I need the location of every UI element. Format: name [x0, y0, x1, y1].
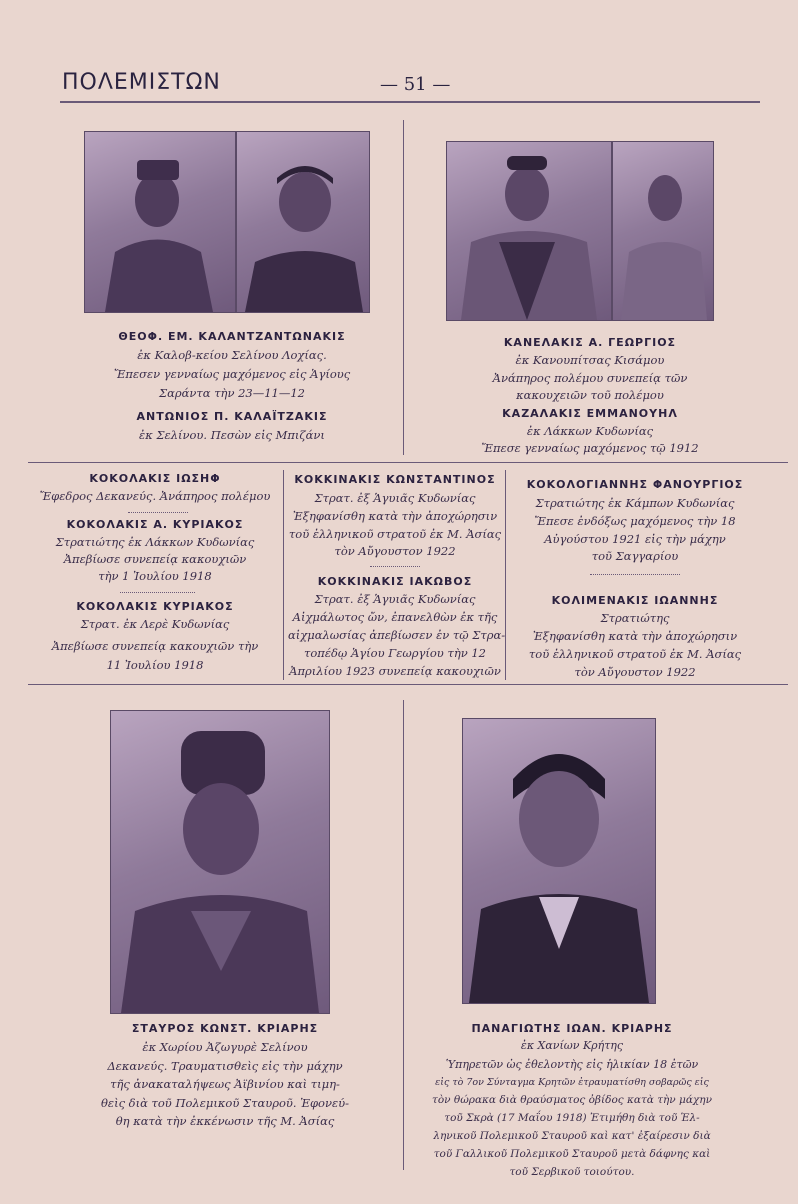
entry-line: Ἀπριλίου 1923 συνεπείᾳ κακουχιῶν	[289, 664, 501, 678]
portrait-photo-kalantzantonakis	[84, 131, 236, 313]
entry-line: Ἀπεβίωσε συνεπείᾳ κακουχιῶν τὴν	[51, 639, 259, 653]
entry-separator	[128, 512, 188, 513]
portrait-photo-kanelakis	[446, 141, 612, 321]
caption-name: ΚΑΖΑΛΑΚΙΣ ΕΜΜΑΝΟΥΗΛ	[502, 407, 678, 420]
entry-name: ΚΟΚΚΙΝΑΚΙΣ ΙΑΚΩΒΟΣ	[317, 575, 473, 588]
portrait-silhouette-icon	[463, 719, 655, 1003]
middle-bottom-rule	[28, 684, 788, 685]
caption-line: Ὑπηρετῶν ὡς ἐθελοντὴς εἰς ἡλικίαν 18 ἐτῶν	[445, 1058, 699, 1071]
caption-line: τῆς ἀνακαταλήψεως Ἀϊβινίου καὶ τιμη-	[110, 1077, 340, 1091]
entry-line: Αἰχμάλωτος ὤν, ἐπανελθὼν ἐκ τῆς	[292, 610, 498, 624]
entry-line: αἰχμαλωσίας ἀπεβίωσεν ἐν τῷ Στρα-	[288, 628, 506, 642]
caption-name: ΑΝΤΩΝΙΟΣ Π. ΚΑΛΑΪΤΖΑΚΙΣ	[136, 410, 328, 423]
caption-line: θεὶς διὰ τοῦ Πολεμικοῦ Σταυροῦ. Ἐφονεύ-	[100, 1096, 350, 1110]
entry-name: ΚΟΚΟΛΑΚΙΣ Α. ΚΥΡΙΑΚΟΣ	[66, 518, 244, 531]
entry-line: Ἔφεδρος Δεκανεύς. Ἀνάπηρος πολέμου	[39, 489, 271, 503]
caption-line: τοῦ Σκρὰ (17 Μαΐου 1918) Ἐτιμήθη διὰ τοῦ Ἑλ-	[444, 1112, 700, 1124]
middle-divider-2	[505, 470, 506, 680]
entry-line: Στρατιώτης	[600, 611, 670, 625]
entry-line: τοῦ Σαγγαρίου	[591, 549, 679, 563]
caption-line: ἐκ Λάκκων Κυδωνίας	[526, 424, 654, 438]
caption-line: ἐκ Σελίνου. Πεσὼν εἰς Μπιζάνι	[139, 428, 325, 442]
header-rule	[60, 101, 760, 103]
caption-line: κακουχειῶν τοῦ πολέμου	[516, 388, 664, 402]
caption-line: Ἔπεσε γενναίως μαχόμενος τῷ 1912	[481, 441, 699, 455]
portrait-silhouette-icon	[237, 132, 369, 312]
middle-divider-1	[283, 470, 284, 680]
portrait-photo-kazalakis	[612, 141, 714, 321]
caption-line: τὸν θώρακα διὰ θραύσματος ὀβίδος κατὰ τὴν μάχην	[432, 1094, 712, 1106]
entry-line: τὴν 1 Ἰουλίου 1918	[98, 569, 212, 583]
caption-line: εἰς τὸ 7ον Σύνταγμα Κρητῶν ἐτραυματίσθη σοβαρῶς εἰς	[435, 1077, 709, 1088]
caption-name: ΠΑΝΑΓΙΩΤΗΣ ΙΩΑΝ. ΚΡΙΑΡΗΣ	[471, 1022, 673, 1035]
entry-line: Στρατ. ἐξ Ἁγυιᾶς Κυδωνίας	[314, 592, 476, 606]
entry-separator	[120, 592, 195, 593]
entry-separator	[590, 574, 680, 575]
caption-line: ἐκ Χανίων Κρήτης	[520, 1039, 624, 1052]
middle-top-rule	[28, 462, 788, 463]
entry-name: ΚΟΚΟΛΟΓΙΑΝΝΗΣ ΦΑΝΟΥΡΓΙΟΣ	[526, 478, 744, 491]
entry-line: Ἐξηφανίσθη κατὰ τὴν ἀποχώρησιν	[292, 509, 498, 523]
entry-line: τὸν Αὔγουστον 1922	[574, 665, 696, 679]
entry-line: Αὐγούστου 1921 εἰς τὴν μάχην	[544, 532, 726, 546]
caption-line: θη κατὰ τὴν ἐκκένωσιν τῆς Μ. Ἀσίας	[115, 1114, 335, 1128]
caption-line: ἐκ Κανουπίτσας Κισάμου	[515, 353, 665, 367]
portrait-photo-stavros-kriaris	[110, 710, 330, 1014]
portrait-silhouette-icon	[111, 711, 329, 1013]
caption-line: Δεκανεύς. Τραυματισθεὶς εἰς τὴν μάχην	[107, 1059, 343, 1073]
portrait-silhouette-icon	[447, 142, 611, 320]
caption-name: ΚΑΝΕΛΑΚΙΣ Α. ΓΕΩΡΓΙΟΣ	[503, 336, 677, 349]
entry-line: τοπέδῳ Ἁγίου Γεωργίου τὴν 12	[303, 646, 486, 660]
entry-line: Στρατιώτης ἐκ Λάκκων Κυδωνίας	[55, 535, 255, 549]
caption-line: ληνικοῦ Πολεμικοῦ Σταυροῦ καὶ κατ' ἐξαίρεσιν διὰ	[433, 1130, 711, 1142]
entry-separator	[370, 566, 420, 567]
entry-line: Ἀπεβίωσε συνεπείᾳ κακουχιῶν	[63, 552, 247, 566]
caption-line: ἐκ Χωρίου Ἀζωγυρὲ Σελίνου	[142, 1040, 308, 1054]
caption-name: ΘΕΟΦ. ΕΜ. ΚΑΛΑΝΤΖΑΝΤΩΝΑΚΙΣ	[118, 330, 346, 343]
caption-name: ΣΤΑΥΡΟΣ ΚΩΝΣΤ. ΚΡΙΑΡΗΣ	[131, 1022, 319, 1035]
entry-line: 11 Ἰουλίου 1918	[106, 658, 204, 672]
bottom-vertical-divider	[403, 700, 404, 1170]
caption-line: τοῦ Σερβικοῦ τοιούτου.	[509, 1166, 635, 1178]
portrait-photo-kalaitzakis	[236, 131, 370, 313]
entry-line: Στρατ. ἐξ Ἁγυιᾶς Κυδωνίας	[314, 491, 476, 505]
entry-name: ΚΟΚΟΛΑΚΙΣ ΚΥΡΙΑΚΟΣ	[76, 600, 234, 613]
entry-line: τοῦ ἑλληνικοῦ στρατοῦ ἐκ Μ. Ἀσίας	[528, 647, 742, 661]
entry-name: ΚΟΛΙΜΕΝΑΚΙΣ ΙΩΑΝΝΗΣ	[551, 594, 719, 607]
entry-name: ΚΟΚΚΙΝΑΚΙΣ ΚΩΝΣΤΑΝΤΙΝΟΣ	[294, 473, 496, 486]
caption-line: Σαράντα τὴν 23—11—12	[159, 386, 305, 400]
caption-line: τοῦ Γαλλικοῦ Πολεμικοῦ Σταυροῦ μετὰ δάφνης καὶ	[433, 1148, 711, 1160]
page-header-title: ΠΟΛΕΜΙΣΤΩΝ	[62, 70, 221, 95]
caption-line: Ἀνάπηρος πολέμου συνεπείᾳ τῶν	[492, 371, 688, 385]
page-number: — 51 —	[380, 74, 451, 95]
entry-line: τοῦ ἑλληνικοῦ στρατοῦ ἐκ Μ. Ἀσίας	[288, 527, 502, 541]
caption-line: Ἔπεσεν γενναίως μαχόμενος εἰς Ἁγίους	[113, 367, 351, 381]
top-vertical-divider	[403, 120, 404, 455]
entry-line: Στρατ. ἐκ Λερὲ Κυδωνίας	[80, 617, 230, 631]
entry-line: Ἔπεσε ἐνδόξως μαχόμενος τὴν 18	[534, 514, 736, 528]
entry-name: ΚΟΚΟΛΑΚΙΣ ΙΩΣΗΦ	[89, 472, 221, 485]
portrait-photo-panagiotis-kriaris	[462, 718, 656, 1004]
portrait-silhouette-icon	[613, 142, 713, 320]
portrait-silhouette-icon	[85, 132, 235, 312]
caption-line: ἐκ Καλοβ-κείου Σελίνου Λοχίας.	[137, 348, 327, 362]
entry-line: τὸν Αὔγουστον 1922	[334, 544, 456, 558]
entry-line: Στρατιώτης ἐκ Κάμπων Κυδωνίας	[535, 496, 735, 510]
entry-line: Ἐξηφανίσθη κατὰ τὴν ἀποχώρησιν	[532, 629, 738, 643]
